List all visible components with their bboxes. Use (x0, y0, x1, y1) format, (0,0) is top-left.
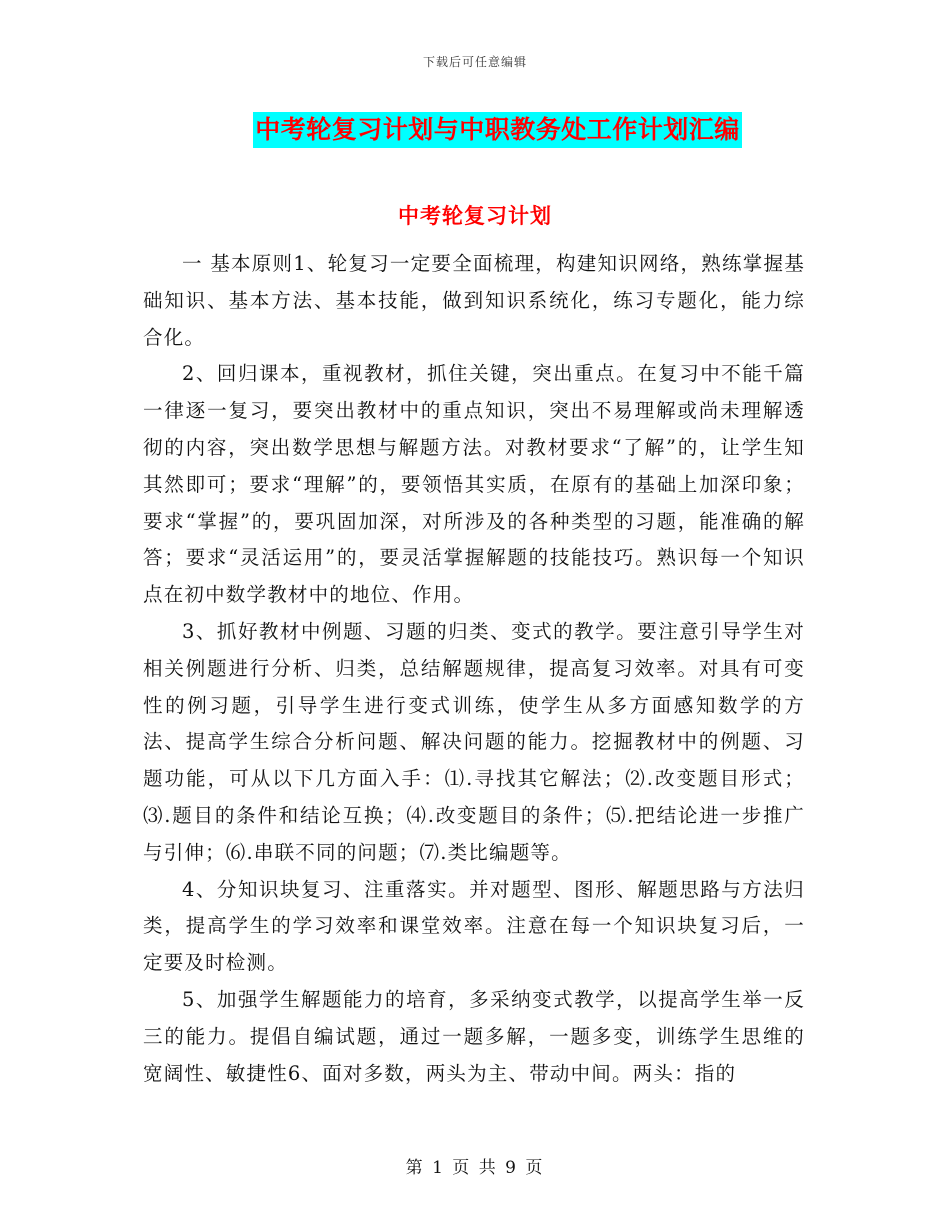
page-number-footer: 第 1 页 共 9 页 (405, 1158, 545, 1178)
paragraph-1: 一 基本原则1、轮复习一定要全面梳理，构建知识网络，熟练掌握基础知识、基本方法、基本技能，做到知识系统化，练习专题化，能力综合化。 (143, 252, 805, 349)
paragraph-4: 4、分知识块复习、注重落实。并对题型、图形、解题思路与方法归类，提高学生的学习效率和课堂效率。注意在每一个知识块复习后，一定要及时检测。 (143, 877, 805, 975)
section-title: 中考轮复习计划 (398, 203, 552, 228)
document-body (143, 246, 805, 1092)
paragraph-2: 2、回归课本，重视教材，抓住关键，突出重点。在复习中不能千篇一律逐一复习，要突出教材中的重点知识，突出不易理解或尚未理解透彻的内容，突出数学思想与解题方法。对教材要求“了解”的，让学生知其然即可；要求“理解”的，要领悟其实质，在原有的基础上加深印象；要求“掌握”的，要巩固加深，对所涉及的各种类型的习题，能准确的解答；要求“灵活运用”的，要灵活掌握解题的技能技巧。熟识每一个知识点在初中数学教材中的地位、作用。 (143, 362, 805, 607)
paragraph-5: 5、加强学生解题能力的培育，多采纳变式教学，以提高学生举一反三的能力。提倡自编试题，通过一题多解，一题多变，训练学生思维的宽阔性、敏捷性6、面对多数，两头为主、带动中间。两头：指的 (143, 987, 805, 1085)
main-title-container (0, 112, 950, 148)
document-title: 中考轮复习计划与中职教务处工作计划汇编 (253, 112, 742, 148)
header-note: 下载后可任意编辑 (422, 55, 527, 69)
paragraph-3: 3、抓好教材中例题、习题的归类、变式的教学。要注意引导学生对相关例题进行分析、归类，总结解题规律，提高复习效率。对具有可变性的例习题，引导学生进行变式训练，使学生从多方面感知数学的方法、提高学生综合分析问题、解决问题的能力。挖掘教材中的例题、习题功能，可从以下几方面入手：⑴.寻找其它解法；⑵.改变题目形式；⑶.题目的条件和结论互换；⑷.改变题目的条件；⑸.把结论进一步推广与引伸；⑹.串联不同的问题；⑺.类比编题等。 (143, 619, 805, 864)
